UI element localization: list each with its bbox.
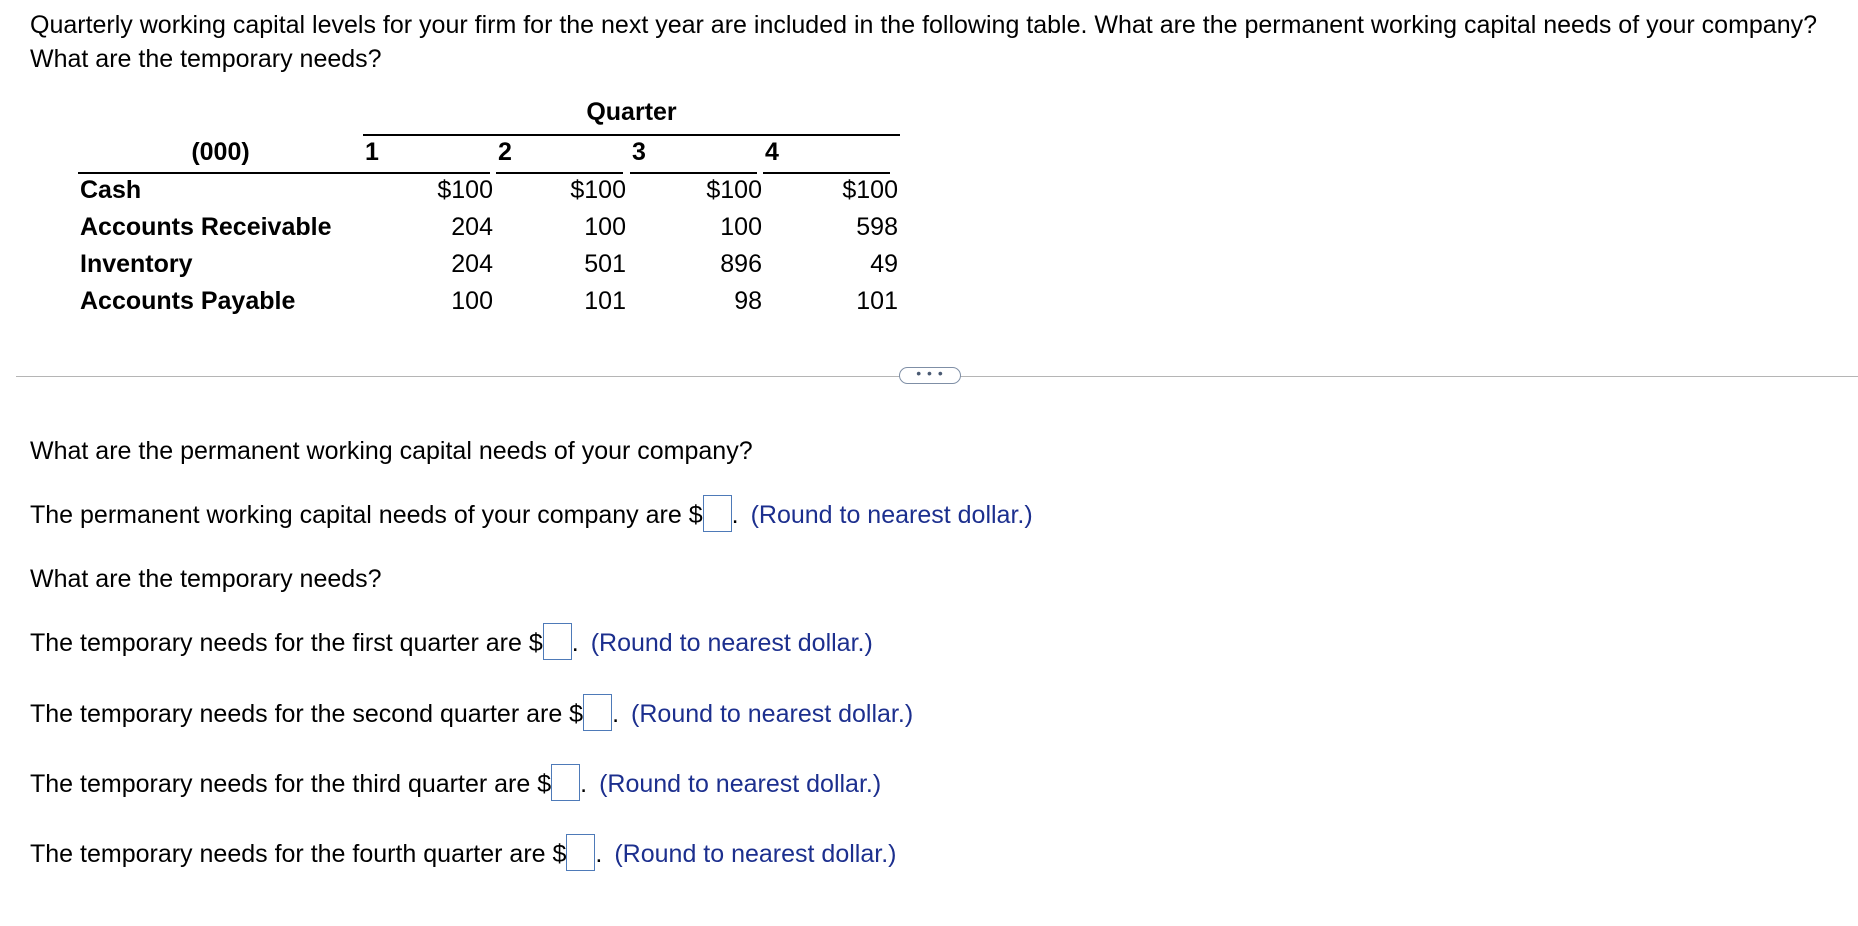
temporary-needs-q2-line [30,697,913,731]
table-cell: 204 [451,250,493,278]
answer-period: . [595,840,603,868]
rounding-hint: (Round to nearest dollar.) [599,770,882,798]
permanent-needs-answer-line [30,498,1033,532]
answer-period: . [580,770,588,798]
table-cell: 98 [734,287,762,315]
temporary-needs-q1-input[interactable] [543,623,572,660]
table-row-inventory [78,250,900,286]
more-options-button[interactable]: • • • [899,367,961,384]
table-row-accounts-receivable [78,213,900,249]
table-cell: 100 [720,213,762,241]
rounding-hint: (Round to nearest dollar.) [614,840,897,868]
column-header-q2: 2 [496,138,623,174]
answer-period: . [731,501,739,529]
row-label: Accounts Payable [80,287,296,315]
table-cell: $100 [570,176,626,204]
table-cell: $100 [706,176,762,204]
permanent-needs-question: What are the permanent working capital needs of your company? [30,437,753,465]
table-cell: 896 [720,250,762,278]
answer-prefix: The temporary needs for the fourth quarter are $ [30,840,567,868]
temporary-needs-q4-line [30,837,896,871]
rounding-hint: (Round to nearest dollar.) [750,501,1033,529]
column-header-q4: 4 [763,138,890,174]
temporary-needs-q1-line [30,626,873,660]
table-cell: 598 [856,213,898,241]
rounding-hint: (Round to nearest dollar.) [631,700,914,728]
table-cell: 501 [584,250,626,278]
table-cell: 101 [856,287,898,315]
table-cell: 204 [451,213,493,241]
column-header-q1: 1 [363,138,490,174]
answer-prefix: The temporary needs for the second quarter are $ [30,700,584,728]
temporary-needs-question: What are the temporary needs? [30,565,382,593]
table-cell: $100 [437,176,493,204]
temporary-needs-q2-input[interactable] [583,694,612,731]
answer-period: . [612,700,620,728]
table-header-row [78,138,900,174]
permanent-needs-input[interactable] [703,495,732,532]
table-row-cash [78,176,900,212]
table-cell: 49 [870,250,898,278]
table-cell: 101 [584,287,626,315]
table-cell: $100 [842,176,898,204]
table-cell: 100 [584,213,626,241]
rounding-hint: (Round to nearest dollar.) [590,629,873,657]
temporary-needs-q3-line [30,767,881,801]
table-cell: 100 [451,287,493,315]
problem-statement: Quarterly working capital levels for your firm for the next year are included in the following table. What are the permanent working capital needs of your company? What are the temporary needs? [30,11,1818,73]
row-label: Accounts Receivable [80,213,332,241]
temporary-needs-q3-input[interactable] [551,764,580,801]
unit-label: (000) [78,138,363,174]
table-row-accounts-payable [78,287,900,323]
temporary-needs-q4-input[interactable] [566,834,595,871]
answer-prefix: The permanent working capital needs of your company are $ [30,501,703,529]
row-label: Cash [80,176,142,204]
answer-period: . [571,629,579,657]
row-label: Inventory [80,250,193,278]
quarter-group-header: Quarter [363,98,900,136]
column-header-q3: 3 [630,138,757,174]
answer-prefix: The temporary needs for the third quarter are $ [30,770,552,798]
answer-prefix: The temporary needs for the first quarter are $ [30,629,543,657]
